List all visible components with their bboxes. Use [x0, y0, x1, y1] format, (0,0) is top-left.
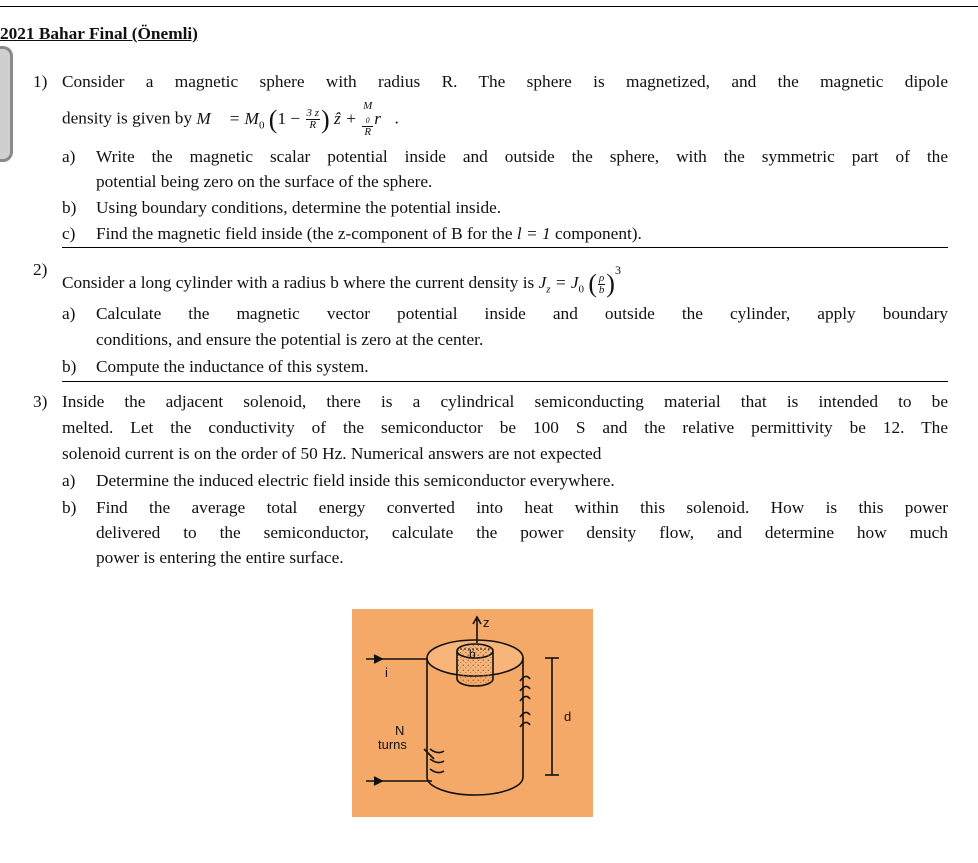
formula-paren-close: ): [321, 104, 330, 134]
q3-part-b-line-2: delivered to the semiconductor, calculate the power density flow, and determine how much: [96, 523, 948, 542]
q3-part-b-line-1: Find the average total energy converted into heat within this solenoid. How is this power: [96, 498, 948, 517]
formula-one-minus: 1 −: [277, 108, 301, 128]
formula-frac-m0-r: [362, 101, 373, 138]
q2-part-b-line-1: Compute the inductance of this system.: [96, 357, 369, 376]
solenoid-figure: [352, 609, 593, 817]
frac-m0-sub: 0: [365, 116, 370, 126]
label-n: N: [395, 723, 405, 738]
formula-jz-sub: z: [546, 283, 551, 296]
formula-paren-open: (: [268, 104, 278, 134]
q1-part-b-letter: b): [62, 198, 77, 217]
q2-part-b-letter: b): [62, 357, 77, 376]
label-d: d: [564, 709, 572, 724]
q3-part-a-line-1: Determine the induced electric field inside this semiconductor everywhere.: [96, 471, 615, 490]
formula-m0-sub: 0: [258, 119, 265, 132]
label-turns: turns: [378, 737, 407, 752]
question-1-number: 1): [33, 72, 48, 91]
question-3-line-2: melted. Let the conductivity of the semiconductor be 100 S and the relative permittivity be 12. The: [62, 418, 948, 437]
q2-part-a-line-1: Calculate the magnetic vector potential inside and outside the cylinder, apply boundary: [96, 304, 948, 323]
q3-part-b-line-3: power is entering the entire surface.: [96, 548, 344, 567]
formula-j0-sub: 0: [578, 283, 584, 296]
q1-part-c-text-end: component).: [554, 224, 642, 243]
q1-part-c-line: [96, 222, 642, 246]
side-scroll-tab[interactable]: [0, 46, 13, 162]
q2-part-a-line-2: conditions, and ensure the potential is zero at the center.: [96, 330, 484, 349]
q3-part-a-letter: a): [62, 471, 76, 490]
question-3-line-1: Inside the adjacent solenoid, there is a cylindrical semiconducting material that is intended to be: [62, 392, 948, 411]
q1-part-c-letter: c): [62, 224, 76, 243]
page-title: 2021 Bahar Final (Önemli): [0, 24, 198, 43]
formula-rvec: r⃗: [374, 108, 395, 128]
question-1-line-1: Consider a magnetic sphere with radius R. The sphere is magnetized, and the magnetic dipole: [62, 72, 948, 91]
frac-3z-numerator: 3 z: [306, 107, 320, 120]
q1-part-c-text: Find the magnetic field inside (the z-component of B for the: [96, 224, 513, 243]
q2-part-a-letter: a): [62, 304, 76, 323]
q1-part-c-math: l = 1: [516, 224, 551, 243]
formula-exponent: 3: [614, 263, 621, 277]
question-2-line: [62, 258, 621, 301]
frac-rho-numerator: ρ: [599, 271, 605, 284]
q1-part-a-letter: a): [62, 147, 76, 166]
question-2-number: 2): [33, 260, 48, 279]
divider-1: [62, 247, 948, 248]
question-1-line-2: [62, 101, 399, 138]
question-3-number: 3): [33, 392, 48, 411]
frac-m0-numerator: M: [363, 100, 373, 112]
solenoid-body: [366, 617, 559, 795]
formula-frac-rho-b: [598, 273, 605, 296]
formula-j: J: [538, 273, 547, 292]
current-density-formula: $J_z = J_0$ ( $\frac{\rho}{b}$ )$^3$: [538, 263, 621, 298]
formula-zhat: ẑ +: [334, 108, 357, 128]
question-1-line-2-text: density is given by: [62, 108, 193, 128]
dipole-density-formula: [196, 100, 395, 139]
label-i: i: [385, 665, 388, 680]
formula-frac-3z-r: [306, 108, 321, 131]
question-3-line-3: solenoid current is on the order of 50 Hz. Numerical answers are not expected: [62, 444, 602, 463]
q1-part-a-line-1: Write the magnetic scalar potential inside and outside the sphere, with the symmetric part of the: [96, 147, 948, 166]
formula-eq-j: = J: [554, 273, 579, 292]
label-z: z: [483, 615, 490, 630]
formula-end: .: [394, 108, 399, 128]
frac-3z-denominator: R: [309, 119, 317, 132]
q1-part-a-line-2: potential being zero on the surface of the sphere.: [96, 172, 433, 191]
frac-m0-denominator: R: [364, 126, 372, 139]
formula-lhs: M⃗ = M: [196, 108, 259, 128]
solenoid-diagram: [352, 609, 593, 817]
q1-part-b-line-1: Using boundary conditions, determine the potential inside.: [96, 198, 502, 217]
q3-part-b-letter: b): [62, 498, 77, 517]
question-2-text: Consider a long cylinder with a radius b where the current density is: [62, 273, 535, 292]
frac-b-denominator: b: [598, 283, 605, 296]
divider-2: [62, 381, 948, 382]
top-rule: [0, 6, 978, 7]
label-b: b: [469, 647, 476, 661]
